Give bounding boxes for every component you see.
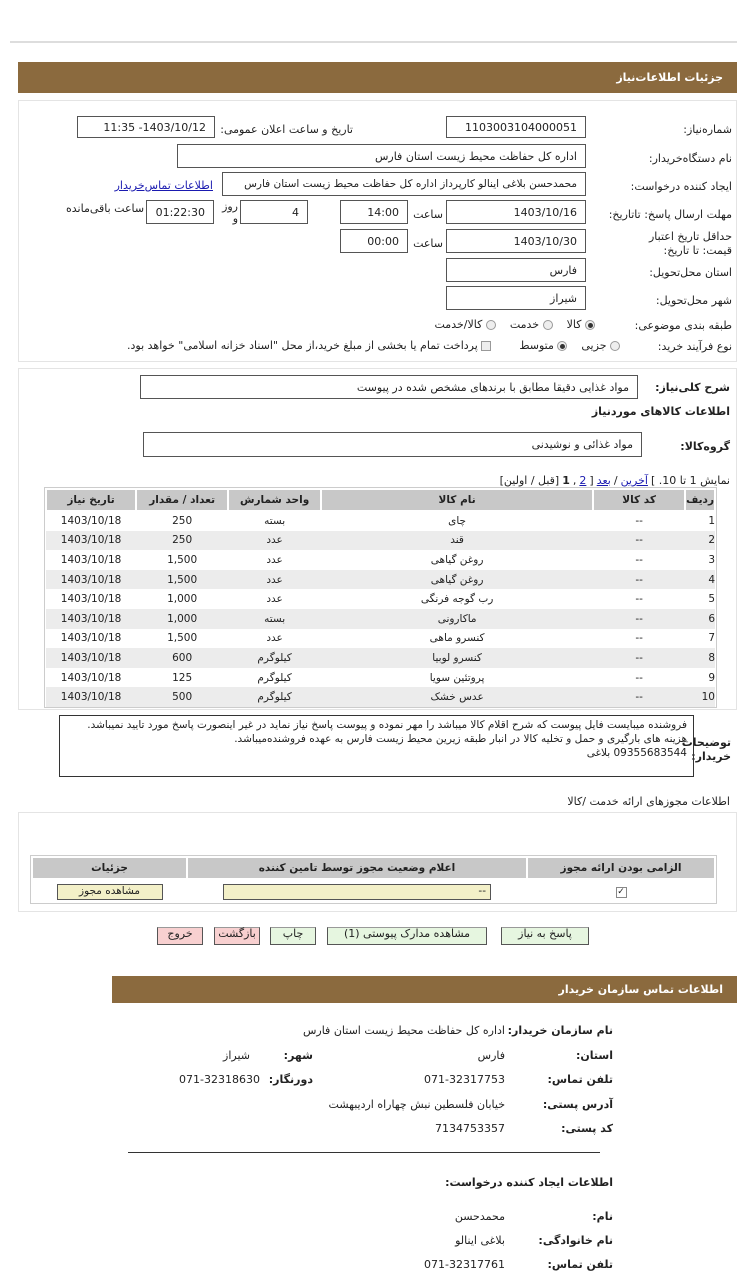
table-cell: 1403/10/18 [46,687,136,707]
buyer-org-label: نام دستگاه‌خریدار: [648,152,732,165]
table-cell: 1403/10/18 [60,593,122,606]
table-cell: 8 [685,648,715,668]
city-label: شهر: [283,1049,313,1062]
creator-field: محمدحسن بلاغی اینالو کارپرداز اداره کل حفاظت محیط زیست استان فارس [222,172,586,196]
table-cell: 1,500 [167,632,198,645]
pager-page-2[interactable]: 2 [579,474,587,487]
attachments-button[interactable]: مشاهده مدارک پیوستی (1) [327,927,487,945]
table-cell: 250 [136,531,228,551]
table-cell: روغن گیاهی [321,570,593,590]
table-cell: چای [448,515,467,528]
table-cell: 1403/10/18 [46,570,136,590]
table-cell: 1403/10/18 [46,648,136,668]
goods-table [45,488,716,707]
pager-page-1: 1 [562,474,570,487]
address-value: خیابان فلسطین نبش چهاراه اردیبهشت [328,1098,505,1111]
table-cell: 1403/10/18 [60,671,122,684]
col-name: نام کالا [321,489,593,511]
creator-label: ایجاد کننده درخواست: [630,180,732,193]
table-cell: 1,000 [167,593,198,606]
table-cell: 1,500 [167,553,198,566]
table-cell: 1403/10/18 [46,531,136,551]
table-cell: کنسرو ماهی [429,632,485,645]
process-radio-group [127,339,620,352]
table-row [46,589,715,609]
table-cell: 125 [172,671,193,684]
validity-label: حداقل تاریخ اعتبار قیمت: تا تاریخ: [648,230,732,257]
city-field: شیراز [446,286,586,310]
phone-label: تلفن تماس: [547,1073,613,1086]
contact-section [100,1020,640,1284]
contact-header [112,976,737,1003]
validity-time-field: 00:00 [340,229,408,253]
table-cell: 1403/10/18 [60,515,122,528]
province-label: استان محل‌تحویل: [649,266,732,279]
desc-field: مواد غذایی دقیقا مطابق با برندهای مشخص شده در پیوست [140,375,638,399]
deadline-label: مهلت ارسال پاسخ: تاتاریخ: [608,208,732,221]
top-divider [10,41,737,43]
notes-line: 09355683544 بلاغی [586,747,687,759]
table-cell: 4 [685,570,715,590]
table-row [46,687,715,707]
table-cell: 6 [685,609,715,629]
announce-field: 1403/10/12- 11:35 [77,116,215,138]
deadline-date-field: 1403/10/16 [446,200,586,224]
table-cell: 1,000 [136,609,228,629]
table-cell: -- [635,515,643,528]
reply-button[interactable]: پاسخ به نیاز [501,927,589,945]
table-cell: 1 [708,515,715,528]
validity-time-label: ساعت [413,237,443,250]
pager-last[interactable]: آخرین [620,474,648,487]
col-status: اعلام وضعیت مجوز توسط تامین کننده [187,857,527,879]
city-value: شیراز [223,1049,250,1062]
province-value: فارس [477,1049,505,1062]
table-cell: 10 [685,687,715,707]
required-checkbox[interactable]: ✓ [617,887,625,897]
table-row [46,550,715,570]
table-cell: 5 [708,593,715,606]
buyer-org-field: اداره کل حفاظت محیط زیست استان فارس [177,144,586,168]
desc-label: شرح کلی‌نیاز: [655,381,730,394]
family-value: بلاغی اینالو [455,1234,505,1247]
table-cell: بسته [264,515,286,528]
table-row [46,570,715,590]
table-cell: کیلوگرم [228,648,321,668]
need-number-field: 1103003104000051 [446,116,586,138]
table-cell: 1403/10/18 [46,609,136,629]
fax-value: 071-32318630 [179,1073,260,1086]
category-label: طبقه بندی موضوعی: [634,319,732,332]
table-cell: -- [593,531,685,551]
table-cell: بسته [228,609,321,629]
pager: نمایش 1 تا 10. ] آخرین / بعد [ 2 , 1 [قبل / اولین] [499,474,730,487]
table-row [46,648,715,668]
licenses-title: اطلاعات مجوزهای ارائه خدمت /کالا [567,795,730,808]
table-cell: کنسرو لوبیا [321,648,593,668]
fax-label: دورنگار: [268,1073,313,1086]
need-number-label: شماره‌نیاز: [683,123,732,136]
notes-label: توضیحات خریدار: [681,736,731,763]
category-radio-both[interactable]: کالا/خدمت [435,318,496,331]
name-label: نام: [592,1210,613,1223]
table-cell: 1,500 [136,570,228,590]
licenses-table-wrap [30,855,717,904]
postal-label: کد پستی: [561,1122,613,1135]
table-cell: 250 [172,515,193,528]
buyer-notes [59,715,694,777]
notes-line: فروشنده میبایست فایل پیوست که شرح اقلام کالا میباشد را مهر نموده و پیوست پاسخ نیاز نماید در غیر اینصورت پاسخ مورد تایید نمیباشد. [87,719,687,731]
table-cell: -- [635,593,643,606]
pager-next[interactable]: بعد [596,474,611,487]
license-status-field[interactable]: -- [223,884,491,900]
remaining-label: ساعت باقی‌مانده [66,202,145,215]
announce-label: تاریخ و ساعت اعلان عمومی: [220,123,353,136]
table-cell: 1403/10/18 [60,553,122,566]
table-row [46,511,715,531]
table-cell: عدد [228,531,321,551]
table-cell: روغن گیاهی [430,553,484,566]
address-label: آدرس پستی: [542,1098,613,1111]
table-cell: 1403/10/18 [60,632,122,645]
buyer-contact-link[interactable]: اطلاعات تماس‌خریدار [114,179,213,192]
table-cell: پروتئین سویا [429,671,485,684]
table-cell: 2 [685,531,715,551]
province-label: استان: [576,1049,613,1062]
table-cell: 3 [708,553,715,566]
table-cell: -- [635,632,643,645]
contact-divider [128,1152,600,1153]
creator-phone-label: تلفن تماس: [547,1258,613,1271]
days-label: روز و [222,200,238,225]
page-title: جزئیات اطلاعات‌نیاز [616,71,723,84]
table-cell: 500 [136,687,228,707]
table-cell: عدد [266,593,283,606]
remaining-time-field: 01:22:30 [146,200,214,224]
table-row [46,668,715,688]
table-cell: عدد [266,553,283,566]
goods-table-wrap [44,487,717,708]
group-label: گروه‌کالا: [680,440,730,453]
table-cell: عدد [228,570,321,590]
view-license-button[interactable]: مشاهده مجوز [57,884,163,900]
table-cell: قند [321,531,593,551]
print-button[interactable]: چاپ [270,927,316,945]
back-button[interactable]: بازگشت [214,927,260,945]
table-row [46,531,715,551]
table-cell: رب گوجه فرنگی [420,593,494,606]
category-radio-goods[interactable]: کالا [567,318,595,331]
goods-info-title: اطلاعات کالاهای موردنیاز [591,405,730,418]
validity-date-field: 1403/10/30 [446,229,586,253]
name-value: محمدحسن [454,1210,505,1223]
col-row: ردیف [685,489,715,511]
col-details: جزئیات [32,857,187,879]
col-unit: واحد شمارش [228,489,321,511]
table-cell: 600 [136,648,228,668]
table-cell: 7 [708,632,715,645]
table-cell: -- [593,687,685,707]
table-cell: 9 [708,671,715,684]
deadline-time-field: 14:00 [340,200,408,224]
process-radio-medium[interactable]: متوسط [519,339,567,352]
col-date: تاریخ نیاز [46,489,136,511]
pager-prev-first: [قبل / اولین] [499,474,560,487]
page-header [18,62,737,93]
licenses-table [31,856,716,903]
province-field: فارس [446,258,586,282]
table-cell: کیلوگرم [228,687,321,707]
table-row [46,629,715,649]
col-qty: تعداد / مقدار [136,489,228,511]
postal-value: 7134753357 [435,1122,505,1135]
table-row [46,609,715,629]
process-label: نوع فرآیند خرید: [657,340,732,353]
process-radio-minor[interactable]: جزیی [581,339,620,352]
days-field: 4 [240,200,308,224]
category-radio-group [435,318,596,331]
col-required: الزامی بودن ارائه مجوز [527,857,715,879]
table-cell: عدد [266,632,283,645]
table-cell: -- [593,570,685,590]
deadline-time-label: ساعت [413,208,443,221]
table-cell: -- [635,553,643,566]
notes-line: هزینه های بارگیری و حمل و تخلیه کالا در انبار طبقه زیرین محیط زیست فارس به عهده فروشنده‌میباشد. [234,733,687,745]
creator-phone-value: 071-32317761 [424,1258,505,1271]
exit-button[interactable]: خروج [157,927,203,945]
table-cell: -- [593,609,685,629]
city-label: شهر محل‌تحویل: [655,294,732,307]
org-value: اداره کل حفاظت محیط زیست استان فارس [302,1024,505,1037]
table-cell: -- [593,648,685,668]
table-cell: عدس خشک [321,687,593,707]
family-label: نام خانوادگی: [538,1234,613,1247]
phone-value: 071-32317753 [424,1073,505,1086]
table-cell: کیلوگرم [257,671,292,684]
treasury-checkbox[interactable] [127,339,491,352]
category-radio-service[interactable]: خدمت [510,318,553,331]
payment-note: پرداخت تمام یا بخشی از مبلغ خرید،از محل "اسناد خزانه اسلامی" خواهد بود. [127,339,478,352]
contact-title: اطلاعات تماس سازمان خریدار [558,983,723,996]
org-label: نام سازمان خریدار: [507,1024,613,1037]
col-code: کد کالا [593,489,685,511]
group-field: مواد غذائی و نوشیدنی [143,432,642,457]
table-cell: -- [635,671,643,684]
creator-title: اطلاعات ایجاد کننده درخواست: [445,1176,613,1189]
table-cell: ماکارونی [321,609,593,629]
